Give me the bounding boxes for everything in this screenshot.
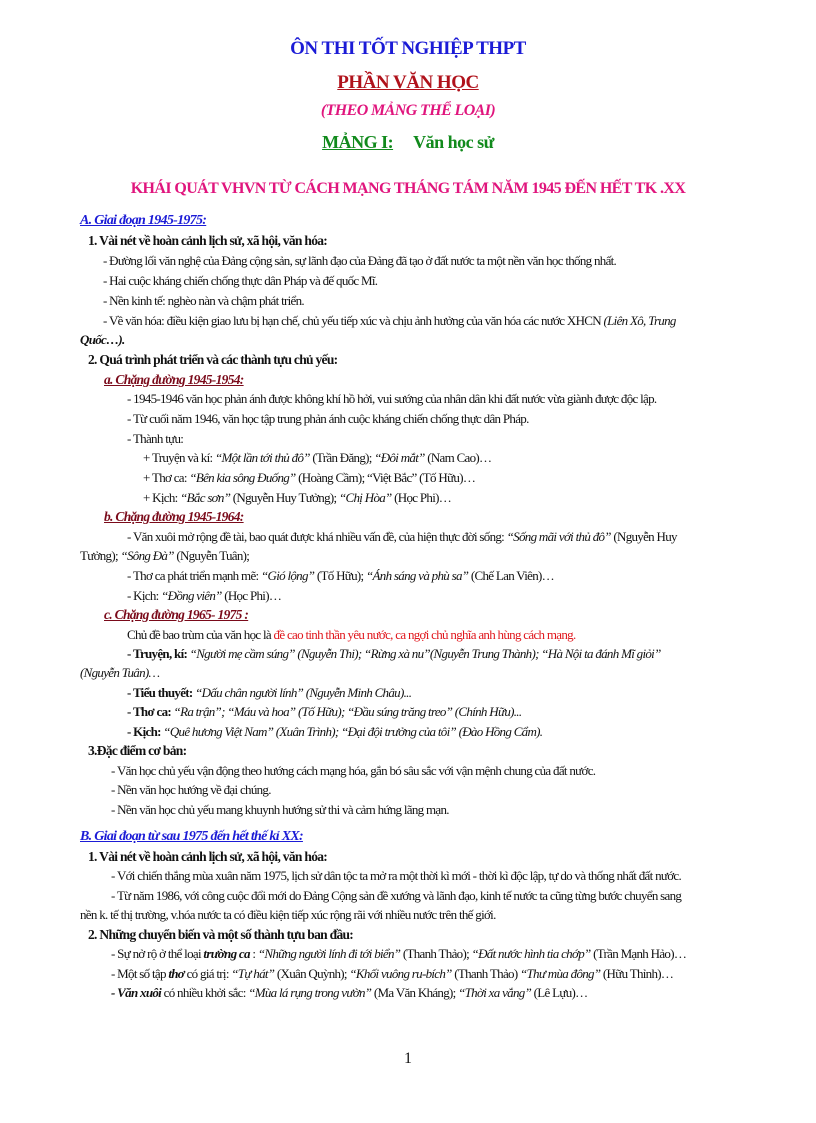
- line-text: (Xuân Quỳnh);: [274, 966, 350, 981]
- section-b-1-line: - Từ năm 1986, với công cuộc đổi mới do Đảng Cộng sản đề xướng và lãnh đạo, kinh tế nước ta cũng từng bước chuyển sang: [111, 888, 682, 903]
- line-text: Tưởng);: [80, 548, 121, 563]
- line-text: (Nguyễn Huy: [610, 529, 677, 544]
- period-c-title: c. Chặng đường 1965- 1975 :: [104, 607, 249, 622]
- main-title: KHÁI QUÁT VHVN TỪ CÁCH MẠNG THÁNG TÁM NĂM 1945 ĐẾN HẾT TK .XX: [130, 180, 686, 197]
- page-number: 1: [404, 1050, 412, 1067]
- work-title: “Tự hát”: [231, 966, 275, 981]
- section-b-title: B. Giai đoạn từ sau 1975 đến hết thế kỉ XX:: [80, 829, 303, 844]
- line-text: (Học Phi)…: [221, 588, 282, 603]
- work-title: “Thư mùa đông”: [520, 966, 601, 981]
- work-title: “Dấu chân người lính” (Nguyễn Minh Châu)...: [195, 685, 412, 700]
- strand-heading: [0, 132, 816, 153]
- section-a-3-line: - Nền văn học chủ yếu mang khuynh hướng sử thi và cảm hứng lãng mạn.: [111, 802, 449, 817]
- period-a-line: - 1945-1946 văn học phản ánh được không khí hồ hởi, vui sướng của nhân dân khi đất nước vừa giành được độc lập.: [127, 391, 657, 406]
- line-text: (Hữu Thỉnh)…: [600, 966, 674, 981]
- section-a-3-line: - Văn học chủ yếu vận động theo hướng cách mạng hóa, gắn bó sâu sắc với vận mệnh chung của đất nước.: [111, 763, 596, 778]
- work-title: “Những người lính đi tới biển”: [257, 946, 401, 961]
- genre-label: - Văn xuôi: [111, 985, 162, 1000]
- period-a-line: [143, 469, 475, 486]
- line-text: (Nguyễn Huy Tưởng);: [230, 490, 339, 505]
- genre-label: thơ: [168, 966, 185, 981]
- work-title: “Quê hương Việt Nam” (Xuân Trình); “Đại đội trưởng của tôi” (Đào Hồng Cẩm).: [163, 724, 543, 739]
- period-a-title: a. Chặng đường 1945-1954:: [104, 372, 244, 387]
- period-b-title: b. Chặng đường 1945-1964:: [104, 509, 244, 524]
- line-text: + Truyện và kí:: [143, 450, 215, 465]
- work-title: “Thời xa vắng”: [458, 985, 532, 1000]
- section-a-1-line: - Đường lối văn nghệ của Đảng cộng sản, sự lãnh đạo của Đảng đã tạo ở đất nước ta một nền văn học thống nhất.: [103, 253, 617, 268]
- work-title: “Sống mãi với thủ đô”: [506, 529, 611, 544]
- period-b-line: [127, 587, 281, 604]
- line-text: (Học Phi)…: [391, 490, 452, 505]
- period-c-line: [127, 645, 661, 662]
- line-text: (Tố Hữu);: [314, 568, 367, 583]
- period-a-line: [143, 449, 491, 466]
- genre-label: - Tiểu thuyết:: [127, 685, 196, 700]
- period-a-line: - Thành tựu:: [127, 431, 184, 446]
- line-text: - Sự nở rộ ở thể loại: [111, 946, 204, 961]
- work-title: “Đôi mắt”: [374, 450, 425, 465]
- line-text: có nhiều khởi sắc:: [161, 985, 249, 1000]
- genre-label: - Kịch:: [127, 724, 164, 739]
- period-c-line: [127, 626, 576, 643]
- work-title: “Người mẹ cầm súng” (Nguyễn Thi); “Rừng xà nu”(Nguyễn Trung Thành); “Hà Nội ta đánh Mĩ giỏi”: [189, 646, 661, 661]
- work-title: “Đất nước hình tia chớp”: [471, 946, 591, 961]
- section-a-1-line: - Hai cuộc kháng chiến chống thực dân Pháp và đế quốc Mĩ.: [103, 273, 378, 288]
- period-c-line: [127, 723, 542, 740]
- section-b-2-line: [111, 984, 587, 1001]
- work-title: “Đồng viên”: [161, 588, 222, 603]
- line-text: (Nam Cao)…: [424, 450, 492, 465]
- section-a-1-line: - Nền kinh tế: nghèo nàn và chậm phát triển.: [103, 293, 304, 308]
- period-b-line-cont: [80, 547, 249, 564]
- period-c-line-cont: (Nguyễn Tuân)…: [80, 665, 160, 680]
- line-text: - Một số tập: [111, 966, 169, 981]
- work-title: “Một lần tới thủ đô”: [214, 450, 310, 465]
- line-text: (Trần Mạnh Hảo)…: [590, 946, 687, 961]
- genre-label: - Thơ ca:: [127, 704, 174, 719]
- work-title: “Ánh sáng và phù sa”: [366, 568, 469, 583]
- line-text: + Kịch:: [143, 490, 181, 505]
- work-title: “Chị Hòa”: [339, 490, 392, 505]
- line-text: - Thơ ca phát triển mạnh mẽ:: [127, 568, 261, 583]
- line-text: - Kịch:: [127, 588, 162, 603]
- work-title: “Ra trận”; “Máu và hoa” (Tố Hữu); “Đầu súng trăng treo” (Chính Hữu)...: [173, 704, 522, 719]
- line-text: (Trần Đăng);: [309, 450, 375, 465]
- work-title: “Bắc sơn”: [180, 490, 231, 505]
- period-a-line: [143, 489, 451, 506]
- section-b-2-line: [111, 965, 673, 982]
- line-text: - Văn xuôi mở rộng đề tài, bao quát được khá nhiều vấn đề, của hiện thực đời sống:: [127, 529, 507, 544]
- section-b-1-line-cont: nền k. tế thị trường, v.hóa nước ta có điều kiện tiếp xúc rộng rãi với nhiều nước trên thế giới.: [80, 907, 496, 922]
- line-text: Chủ đề bao trùm của văn học là: [127, 627, 274, 642]
- strand-name: Văn học sử: [413, 132, 494, 152]
- line-text: (Chế Lan Viên)…: [468, 568, 554, 583]
- section-b-1-heading: 1. Vài nét về hoàn cảnh lịch sử, xã hội, văn hóa:: [88, 849, 328, 864]
- genre-label: trường ca: [203, 946, 250, 961]
- part-title: PHẦN VĂN HỌC: [337, 72, 479, 93]
- period-b-line: [127, 567, 554, 584]
- section-a-title: A. Giai đoạn 1945-1975:: [80, 213, 207, 228]
- line-text: + Thơ ca:: [143, 470, 190, 485]
- line-text: :: [249, 946, 258, 961]
- line-text: (Nguyễn Tuân);: [173, 548, 250, 563]
- section-a-1-heading: 1. Vài nét về hoàn cảnh lịch sử, xã hội, văn hóa:: [88, 233, 328, 248]
- work-title: “Khối vuông ru-bích”: [349, 966, 452, 981]
- section-a-3-line: - Nền văn học hướng về đại chúng.: [111, 782, 271, 797]
- genre-label: - Truyện, kí:: [127, 646, 190, 661]
- line-text: - Về văn hóa: điều kiện giao lưu bị hạn chế, chủ yếu tiếp xúc và chịu ảnh hưởng của văn hóa các nước XHCN: [103, 313, 604, 328]
- line-text: (Thanh Thảo);: [400, 946, 472, 961]
- section-b-2-line: [111, 945, 686, 962]
- strand-label: MẢNG I:: [322, 132, 394, 152]
- section-a-3-heading: 3.Đặc điểm cơ bản:: [88, 743, 187, 758]
- section-a-1-line-cont: Quốc…).: [80, 332, 125, 347]
- exam-title: ÔN THI TỐT NGHIỆP THPT: [290, 38, 526, 59]
- period-b-line: [127, 528, 677, 545]
- work-title: “Gió lộng”: [260, 568, 315, 583]
- work-title: “Sông Đà”: [120, 548, 174, 563]
- period-c-line: [127, 684, 411, 701]
- highlight-text: đề cao tinh thần yêu nước, ca ngợi chủ nghĩa anh hùng cách mạng.: [273, 627, 576, 642]
- line-text-italic: (Liên Xô, Trung: [603, 313, 676, 328]
- section-b-2-heading: 2. Những chuyển biến và một số thành tựu ban đầu:: [88, 927, 354, 942]
- period-c-line: [127, 703, 521, 720]
- line-text: (Ma Văn Kháng);: [371, 985, 459, 1000]
- section-a-1-line: [103, 312, 676, 329]
- work-title: “Mùa lá rụng trong vườn”: [248, 985, 372, 1000]
- section-b-1-line: - Với chiến thắng mùa xuân năm 1975, lịch sử dân tộc ta mở ra một thời kì mới - thời kì độc lập, tự do và thống nhất đất nước.: [111, 868, 682, 883]
- genre-subtitle: (THEO MẢNG THỂ LOẠI): [320, 102, 496, 119]
- line-text: có giá trị:: [184, 966, 232, 981]
- line-text: (Thanh Thảo): [451, 966, 520, 981]
- line-text: (Lê Lựu)…: [531, 985, 588, 1000]
- section-a-2-heading: 2. Quá trình phát triển và các thành tựu chủ yếu:: [88, 352, 338, 367]
- work-title: “Bên kia sông Đuống”: [189, 470, 296, 485]
- period-a-line: - Từ cuối năm 1946, văn học tập trung phản ánh cuộc kháng chiến chống thực dân Pháp.: [127, 411, 529, 426]
- line-text: (Hoàng Cầm); “Việt Bắc” (Tố Hữu)…: [295, 470, 476, 485]
